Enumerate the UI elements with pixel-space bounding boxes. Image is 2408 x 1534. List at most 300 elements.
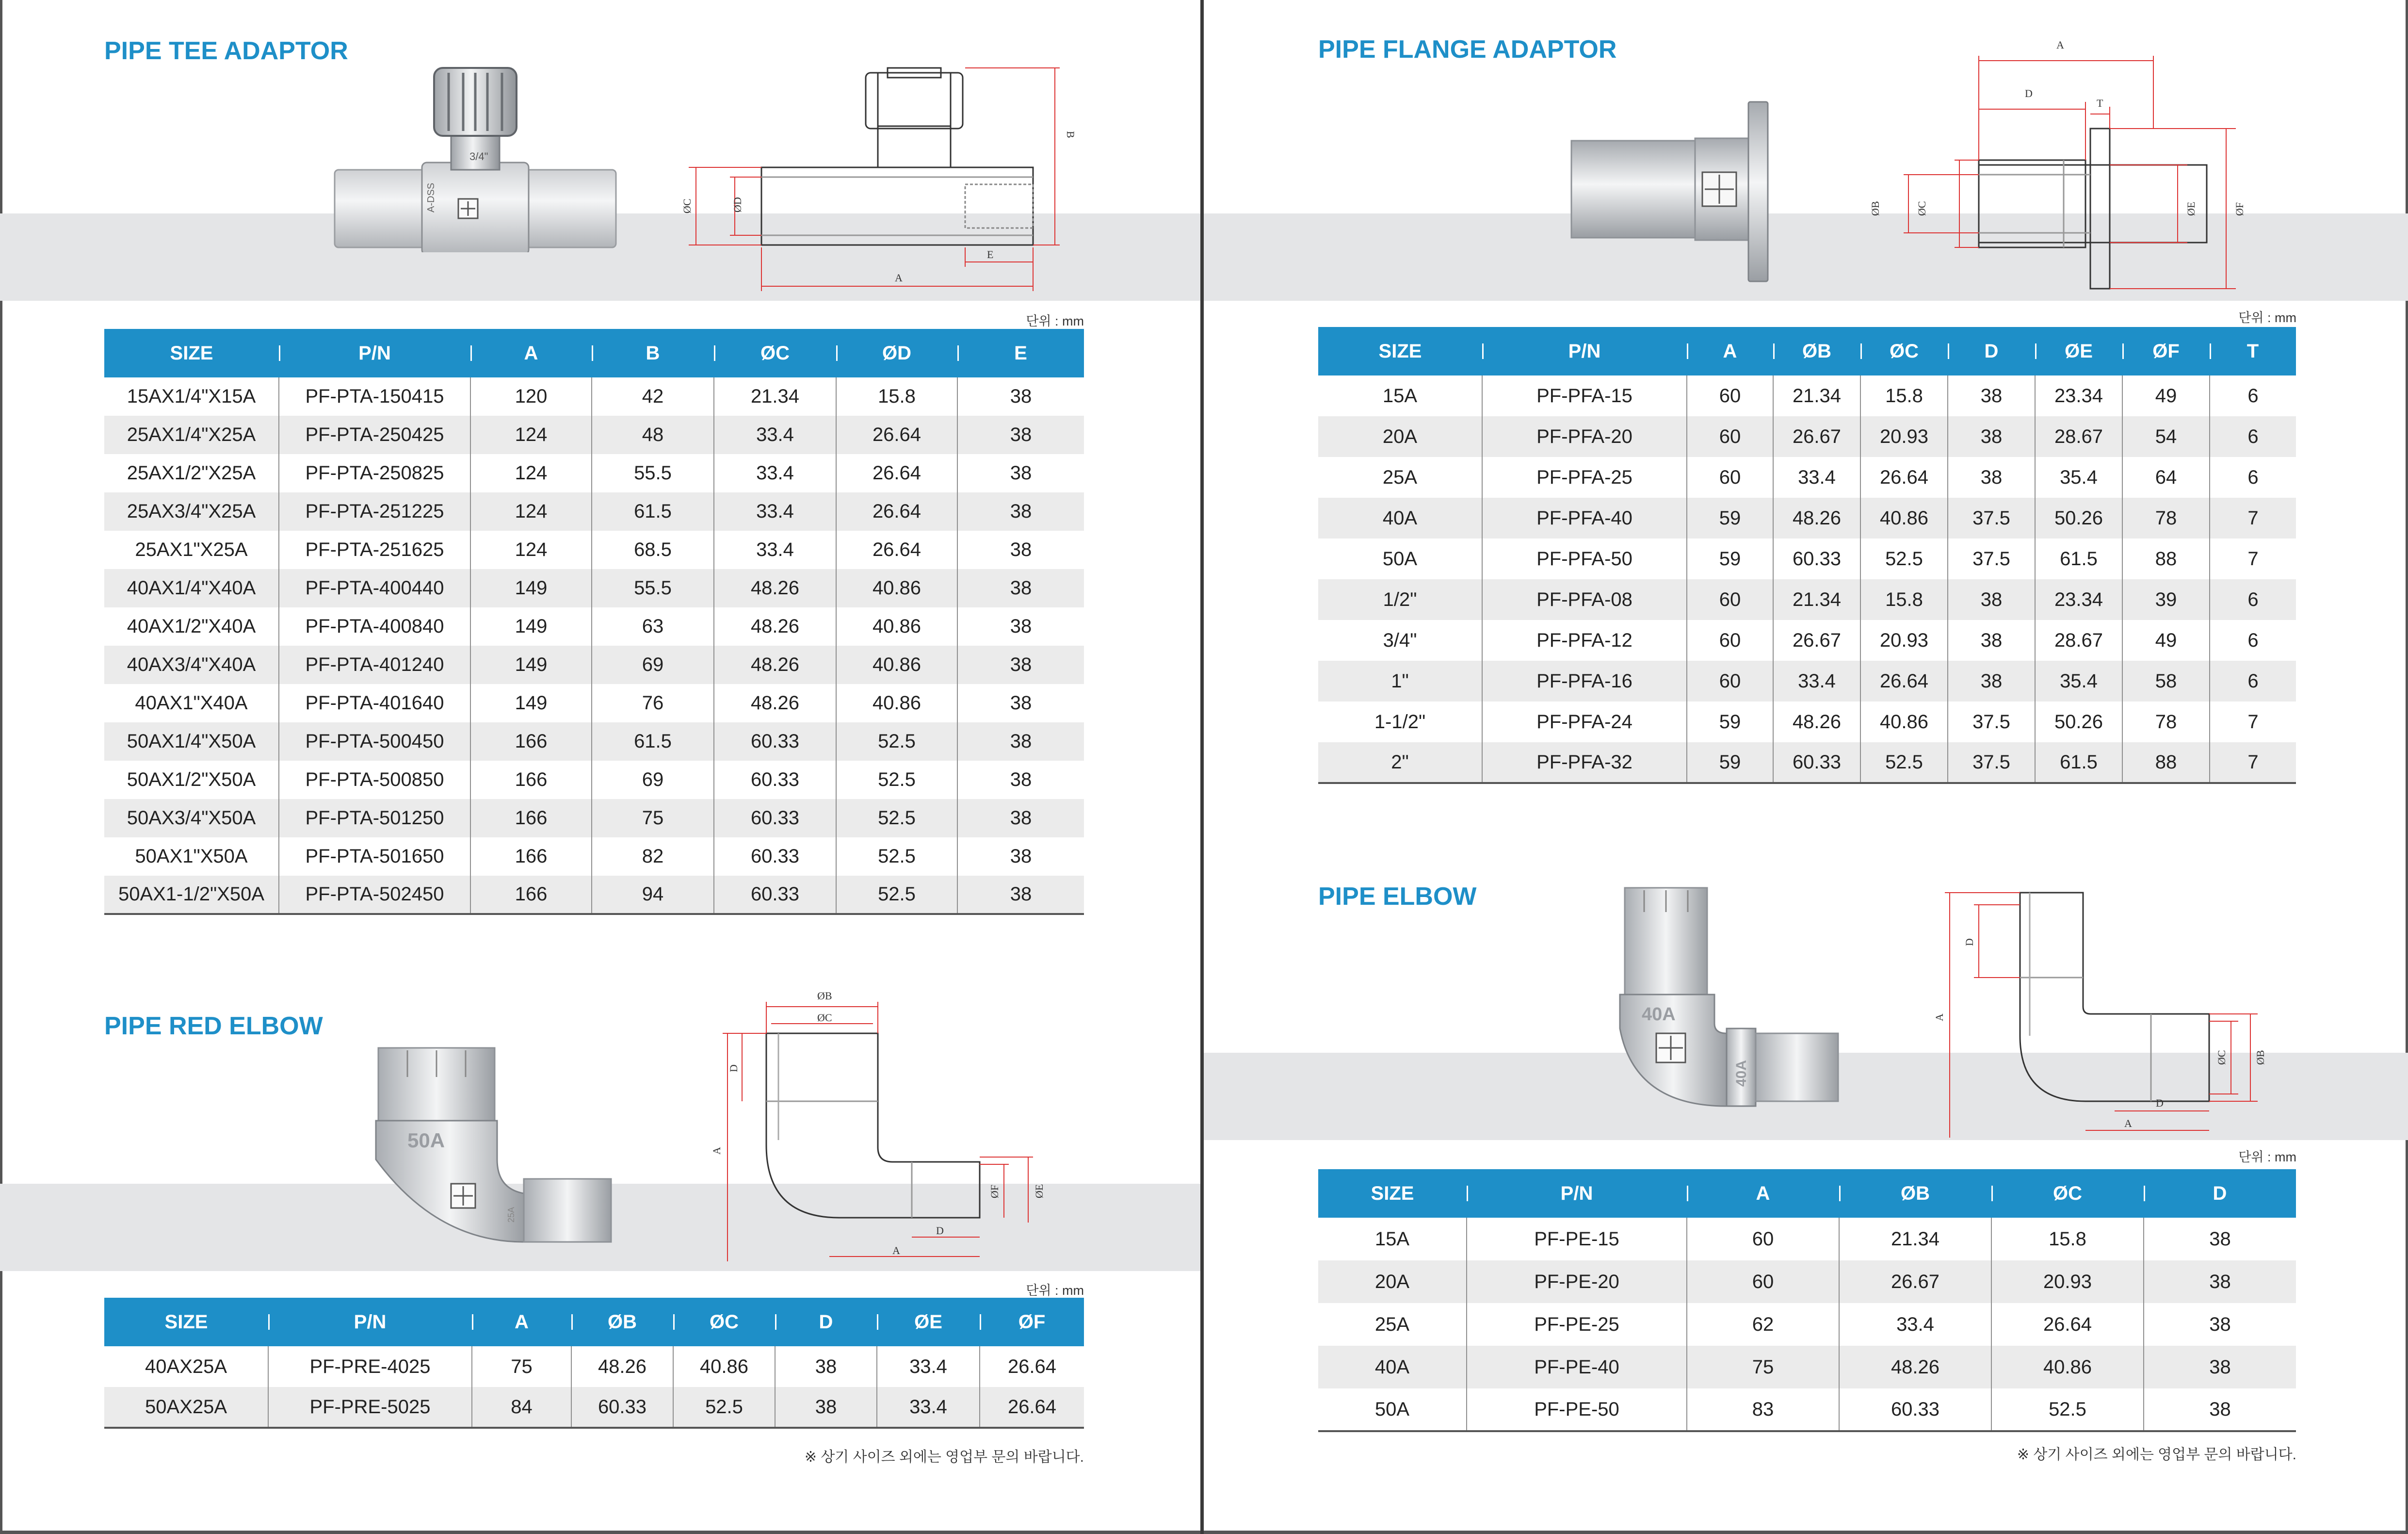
tee-table-cell: 38 [1010,539,1032,560]
tee-table-cell: 38 [957,492,1084,531]
tee-table-cell: 25AX1"X25A [104,531,279,569]
elbow-header-c: ØC [1991,1169,2144,1218]
red-elbow-dim-d2: D [936,1224,944,1237]
tee-table-cell: 38 [1010,616,1032,637]
flange-header-pn: P/N [1482,327,1687,375]
flange-table-cell: 50.26 [2035,498,2122,539]
tee-table-row [104,761,1084,799]
tee-table-cell: 50AX1"X50A [104,837,279,876]
tee-table-cell: 52.5 [836,876,957,914]
elbow-table-cell: 20.93 [1991,1260,2144,1303]
elbow-table-header [1318,1169,2296,1218]
tee-table-row [104,531,1084,569]
elbow-dim-b: ØB [2254,1050,2266,1065]
tee-table-cell: 60.33 [714,876,836,914]
tee-table-row [104,416,1084,454]
red-elbow-dim-a2: A [892,1244,900,1257]
flange-table-cell: 21.34 [1773,375,1860,416]
flange-table-cell: 60 [1687,375,1773,416]
elbow-table-row [1318,1388,2296,1431]
tee-table-cell: 69 [592,761,714,799]
flange-table-cell: 78 [2122,498,2210,539]
red-elbow-header-d: D [775,1298,877,1346]
red-elbow-section-title: PIPE RED ELBOW [104,1012,323,1040]
tee-table-cell: 76 [592,684,714,722]
red-elbow-table-cell: 26.64 [980,1387,1084,1428]
elbow-dim-d: D [1963,938,1975,946]
flange-header-size: SIZE [1318,327,1482,375]
tee-table-cell: PF-PTA-400440 [279,569,470,607]
page-border-bottom [0,1531,2408,1534]
tee-table-cell: PF-PTA-501650 [279,837,470,876]
red-elbow-dim-b: ØB [817,990,832,1002]
flange-table-row [1318,702,2296,742]
elbow-table-cell: 38 [2144,1388,2296,1431]
flange-table-cell: PF-PFA-24 [1482,702,1687,742]
tee-header-pn: P/N [279,329,470,377]
red-elbow-table-cell: 50AX25A [104,1387,268,1428]
tee-table-cell: 38 [1010,462,1032,484]
tee-table-cell: 38 [1010,846,1032,867]
tee-table-cell: 50AX1-1/2"X50A [104,876,279,914]
tee-table-cell: 149 [470,569,592,607]
tee-table-cell: 50AX1/4"X50A [104,722,279,761]
tee-table-cell: 48.26 [714,684,836,722]
tee-body-mark: A-DSS [426,182,436,212]
tee-table-cell: 40.86 [836,569,957,607]
elbow-header-b: ØB [1839,1169,1991,1218]
elbow-table-cell: 60 [1687,1260,1839,1303]
flange-dim-f: ØF [2233,202,2246,216]
tee-table-row [104,722,1084,761]
flange-table-cell: 15.8 [1860,375,1948,416]
flange-table-row [1318,620,2296,661]
flange-table-cell: 37.5 [1948,498,2035,539]
tee-table-cell: 38 [957,569,1084,607]
tee-table-cell: 48.26 [714,646,836,684]
flange-spec-table [1318,327,2296,784]
tee-table-cell: 48.26 [714,607,836,646]
tee-table-cell: 26.64 [836,416,957,454]
red-elbow-table-row [104,1346,1084,1387]
flange-dim-a: A [2056,39,2064,51]
tee-dim-e: E [987,248,994,261]
elbow-table-row [1318,1303,2296,1346]
flange-table-cell: 33.4 [1773,661,1860,702]
flange-dim-b: ØB [1869,201,1881,216]
flange-table-cell: 35.4 [2035,661,2122,702]
elbow-table-cell: 38 [2209,1228,2231,1250]
flange-table-cell: 15A [1318,375,1482,416]
red-elbow-footnote: ※ 상기 사이즈 외에는 영업부 문의 바랍니다. [804,1449,1084,1465]
red-elbow-dim-f: ØF [988,1184,1001,1198]
flange-table-cell: 37.5 [1948,742,2035,783]
flange-table-cell: PF-PFA-08 [1482,579,1687,620]
tee-product-photo [330,58,621,252]
elbow-dim-a2: A [2124,1117,2132,1129]
tee-table-row [104,454,1084,492]
red-elbow-table-cell: 84 [472,1387,571,1428]
flange-table-cell: 7 [2247,711,2259,733]
tee-table-cell: 40AX1/2"X40A [104,607,279,646]
elbow-table-cell: PF-PE-50 [1467,1388,1687,1431]
flange-table-cell: PF-PFA-50 [1482,539,1687,579]
elbow-table-cell: 40.86 [1991,1346,2144,1388]
flange-table-cell: 2" [1318,742,1482,783]
tee-spec-table [104,329,1084,915]
tee-table-cell: 15AX1/4"X15A [104,377,279,416]
flange-table-cell: 26.64 [1860,661,1948,702]
elbow-table-cell: 26.67 [1839,1260,1991,1303]
elbow-side-mark: 40A [1733,1060,1749,1087]
flange-table-cell: 6 [2247,385,2259,407]
red-elbow-unit-label: 단위 : mm [1026,1283,1084,1298]
elbow-footnote: ※ 상기 사이즈 외에는 영업부 문의 바랍니다. [2017,1447,2296,1463]
tee-table-cell: 38 [957,876,1084,914]
tee-table-row [104,377,1084,416]
flange-table-cell: 20.93 [1860,416,1948,457]
red-elbow-dim-d: D [727,1064,740,1072]
red-elbow-size-mark: 50A [407,1129,445,1152]
tee-table-cell: 38 [957,799,1084,837]
tee-table-cell: 52.5 [836,799,957,837]
flange-table-cell: 54 [2122,416,2210,457]
elbow-unit-label: 단위 : mm [2238,1150,2296,1164]
tee-unit-label: 단위 : mm [1026,314,1084,328]
flange-table-cell: 26.67 [1773,416,1860,457]
flange-table-cell: 3/4" [1318,620,1482,661]
tee-table-cell: 55.5 [592,569,714,607]
flange-dim-c: ØC [1916,201,1928,216]
elbow-table-row [1318,1260,2296,1303]
flange-table-cell: 1-1/2" [1318,702,1482,742]
tee-face-mark: 3/4" [469,150,488,163]
tee-table-cell: 40.86 [836,646,957,684]
tee-table-cell: 33.4 [714,454,836,492]
red-elbow-table-cell: 48.26 [571,1346,673,1387]
tee-table-row [104,646,1084,684]
tee-table-cell: 63 [592,607,714,646]
tee-table-cell: 61.5 [592,722,714,761]
red-elbow-header-c: ØC [673,1298,775,1346]
flange-table-cell: 6 [2247,466,2259,488]
flange-header-b: ØB [1773,327,1860,375]
flange-table-cell: 49 [2122,375,2210,416]
elbow-table-cell: 15A [1318,1218,1467,1260]
red-elbow-header-a: A [472,1298,571,1346]
flange-table-cell: PF-PFA-32 [1482,742,1687,783]
flange-table-header [1318,327,2296,375]
red-elbow-header-size: SIZE [104,1298,268,1346]
flange-table-cell: PF-PFA-16 [1482,661,1687,702]
red-elbow-table-cell: 26.64 [1007,1355,1057,1377]
red-elbow-table-cell: 38 [775,1346,877,1387]
elbow-table-cell: 60.33 [1839,1388,1991,1431]
tee-table-cell: 48.26 [714,569,836,607]
flange-table-cell: 61.5 [2035,539,2122,579]
flange-table-cell: 25A [1318,457,1482,498]
flange-table-cell: 38 [1948,579,2035,620]
elbow-table-row [1318,1346,2296,1388]
red-elbow-spec-table [104,1298,1084,1429]
flange-table-cell: 38 [1948,416,2035,457]
flange-table-cell: 38 [1948,620,2035,661]
flange-table-row [1318,539,2296,579]
flange-table-cell: 50A [1318,539,1482,579]
red-elbow-table-row [104,1387,1084,1428]
tee-table-cell: 149 [470,607,592,646]
flange-table-row [1318,457,2296,498]
tee-table-cell: 42 [592,377,714,416]
tee-dim-b: B [1065,131,1077,138]
elbow-table-cell: PF-PE-40 [1467,1346,1687,1388]
flange-table-cell: 50.26 [2035,702,2122,742]
elbow-table-cell: 52.5 [1991,1388,2144,1431]
tee-table-cell: PF-PTA-150415 [279,377,470,416]
tee-table-cell: 124 [470,492,592,531]
tee-table-cell: 38 [1010,386,1032,407]
tee-table-cell: 25AX3/4"X25A [104,492,279,531]
flange-table-cell: 38 [1948,375,2035,416]
red-elbow-table-cell: 40.86 [673,1346,775,1387]
flange-table-cell: 38 [1948,457,2035,498]
flange-table-cell: 39 [2122,579,2210,620]
tee-table-cell: 166 [470,837,592,876]
flange-table-cell: PF-PFA-40 [1482,498,1687,539]
tee-table-cell: 52.5 [836,837,957,876]
tee-table-cell: 38 [957,416,1084,454]
tee-table-row [104,837,1084,876]
elbow-table-cell: 38 [2144,1260,2296,1303]
elbow-table-cell: 62 [1687,1303,1839,1346]
tee-table-cell: 15.8 [836,377,957,416]
flange-table-row [1318,579,2296,620]
flange-table-cell: 6 [2210,416,2296,457]
flange-table-cell: 1/2" [1318,579,1482,620]
flange-table-cell: 1" [1318,661,1482,702]
flange-table-cell: 23.34 [2035,375,2122,416]
tee-table-cell: 40.86 [836,607,957,646]
tee-table-cell: 124 [470,416,592,454]
flange-table-cell: 40.86 [1860,498,1948,539]
red-elbow-table-cell: 40AX25A [104,1346,268,1387]
tee-section-title: PIPE TEE ADAPTOR [104,37,348,65]
flange-table-cell: 37.5 [1948,539,2035,579]
flange-table-cell: 88 [2122,539,2210,579]
tee-header-size: SIZE [104,329,279,377]
red-elbow-dim-c: ØC [817,1012,832,1024]
tee-table-header [104,329,1084,377]
flange-table-cell: 60 [1687,620,1773,661]
tee-table-cell: 60.33 [714,722,836,761]
red-elbow-product-photo [369,1038,621,1252]
flange-table-cell: 21.34 [1773,579,1860,620]
tee-table-cell: PF-PTA-251625 [279,531,470,569]
elbow-spec-table [1318,1169,2296,1432]
flange-table-cell: 58 [2122,661,2210,702]
elbow-table-cell: 26.64 [1991,1303,2144,1346]
elbow-table-cell: 38 [2209,1313,2231,1335]
red-elbow-table-cell: 75 [472,1346,571,1387]
red-elbow-table-header [104,1298,1084,1346]
flange-table-cell: 40A [1318,498,1482,539]
flange-table-row [1318,742,2296,783]
tee-table-cell: 26.64 [836,531,957,569]
elbow-header-pn: P/N [1467,1169,1687,1218]
tee-table-cell: 48 [592,416,714,454]
tee-table-cell: 38 [957,722,1084,761]
tee-table-cell: 50AX1/2"X50A [104,761,279,799]
tee-table-row [104,492,1084,531]
elbow-table-cell: PF-PE-20 [1467,1260,1687,1303]
flange-table-cell: 59 [1687,539,1773,579]
tee-table-cell: 50AX3/4"X50A [104,799,279,837]
elbow-table-row [1318,1218,2296,1260]
tee-table-cell: PF-PTA-501250 [279,799,470,837]
tee-table-cell: 166 [470,761,592,799]
flange-table-cell: 60 [1687,416,1773,457]
tee-table-cell: 60.33 [714,837,836,876]
flange-product-photo [1567,97,1780,286]
flange-table-row [1318,661,2296,702]
flange-table-cell: 48.26 [1773,702,1860,742]
red-elbow-side-mark: 25A [506,1207,516,1223]
flange-table-cell: 52.5 [1860,742,1948,783]
elbow-dim-c: ØC [2215,1050,2228,1065]
elbow-table-cell: 21.34 [1839,1218,1991,1260]
flange-table-cell: 23.34 [2035,579,2122,620]
flange-table-cell: 60.33 [1773,539,1860,579]
tee-table-cell: 82 [592,837,714,876]
tee-table-cell: 149 [470,646,592,684]
flange-unit-label: 단위 : mm [2238,310,2296,325]
flange-table-cell: 59 [1687,742,1773,783]
flange-table-cell: PF-PFA-12 [1482,620,1687,661]
flange-table-cell: 60 [1687,579,1773,620]
red-elbow-header-b: ØB [571,1298,673,1346]
elbow-table-cell: 15.8 [1991,1218,2144,1260]
tee-table-row [104,607,1084,646]
flange-dim-d: D [2025,87,2033,99]
red-elbow-table-cell: 38 [775,1387,877,1428]
elbow-table-cell: PF-PE-15 [1467,1218,1687,1260]
elbow-header-size: SIZE [1318,1169,1467,1218]
flange-table-row [1318,416,2296,457]
tee-table-cell: PF-PTA-502450 [279,876,470,914]
red-elbow-table-cell: PF-PRE-5025 [268,1387,472,1428]
tee-table-cell: 25AX1/2"X25A [104,454,279,492]
flange-header-c: ØC [1860,327,1948,375]
red-elbow-dim-a: A [711,1147,723,1155]
flange-table-cell: 20.93 [1860,620,1948,661]
flange-table-cell: 20A [1318,416,1482,457]
tee-table-cell: 33.4 [714,416,836,454]
flange-table-cell: 64 [2122,457,2210,498]
flange-table-cell: 60 [1687,457,1773,498]
red-elbow-header-f: ØF [980,1298,1084,1346]
flange-dim-t: T [2097,97,2103,109]
flange-table-cell: 40.86 [1860,702,1948,742]
flange-table-cell: 26.67 [1773,620,1860,661]
flange-table-cell: PF-PFA-15 [1482,375,1687,416]
red-elbow-table-cell: 33.4 [877,1346,980,1387]
flange-table-cell: 15.8 [1860,579,1948,620]
tee-table-cell: PF-PTA-251225 [279,492,470,531]
tee-header-c: ØC [714,329,836,377]
elbow-technical-drawing [1911,881,2318,1142]
flange-table-cell: 7 [2210,498,2296,539]
flange-table-cell: 28.67 [2035,620,2122,661]
tee-table-cell: PF-PTA-500450 [279,722,470,761]
elbow-header-d: D [2144,1169,2296,1218]
tee-table-cell: 166 [470,876,592,914]
red-elbow-dim-e: ØE [1033,1184,1045,1198]
red-elbow-technical-drawing [694,985,1082,1266]
tee-table-cell: 61.5 [592,492,714,531]
flange-table-cell: PF-PFA-25 [1482,457,1687,498]
tee-table-cell: 75 [592,799,714,837]
elbow-table-cell: 38 [2144,1346,2296,1388]
flange-table-cell: 60.33 [1773,742,1860,783]
tee-dim-d: ØD [731,197,743,212]
elbow-size-mark: 40A [1642,1004,1676,1025]
tee-table-cell: 120 [470,377,592,416]
tee-table-cell: 69 [592,646,714,684]
elbow-table-cell: 83 [1687,1388,1839,1431]
elbow-product-photo [1615,883,1843,1111]
tee-table-cell: PF-PTA-500850 [279,761,470,799]
flange-table-cell: 37.5 [1948,702,2035,742]
tee-header-d: ØD [836,329,957,377]
tee-header-b: B [592,329,714,377]
flange-table-cell: 49 [2122,620,2210,661]
tee-table-cell: 40AX1/4"X40A [104,569,279,607]
red-elbow-table-cell: PF-PRE-4025 [268,1346,472,1387]
tee-header-e: E [957,329,1084,377]
elbow-section-title: PIPE ELBOW [1318,882,1477,911]
flange-header-a: A [1687,327,1773,375]
flange-table-cell: 6 [2210,661,2296,702]
tee-table-cell: 60.33 [714,761,836,799]
tee-table-row [104,684,1084,722]
tee-table-cell: PF-PTA-400840 [279,607,470,646]
elbow-table-cell: 50A [1318,1388,1467,1431]
tee-technical-drawing [674,58,1086,296]
tee-table-cell: 26.64 [836,492,957,531]
tee-table-cell: 52.5 [836,761,957,799]
flange-table-cell: PF-PFA-20 [1482,416,1687,457]
tee-table-cell: 26.64 [836,454,957,492]
flange-table-cell: 61.5 [2035,742,2122,783]
flange-table-cell: 6 [2210,579,2296,620]
tee-table-cell: 40AX3/4"X40A [104,646,279,684]
flange-header-d: D [1948,327,2035,375]
tee-table-cell: 68.5 [592,531,714,569]
flange-table-cell: 7 [2210,742,2296,783]
flange-table-cell: 78 [2122,702,2210,742]
elbow-dim-d2: D [2156,1097,2164,1109]
elbow-table-cell: 60 [1687,1218,1839,1260]
elbow-table-cell: 75 [1687,1346,1839,1388]
flange-technical-drawing [1862,29,2299,301]
flange-header-t: T [2210,327,2296,375]
tee-table-cell: 124 [470,531,592,569]
red-elbow-table-cell: 60.33 [571,1387,673,1428]
tee-table-cell: 40AX1"X40A [104,684,279,722]
tee-table-cell: PF-PTA-401240 [279,646,470,684]
tee-table-row [104,799,1084,837]
flange-table-row [1318,375,2296,416]
